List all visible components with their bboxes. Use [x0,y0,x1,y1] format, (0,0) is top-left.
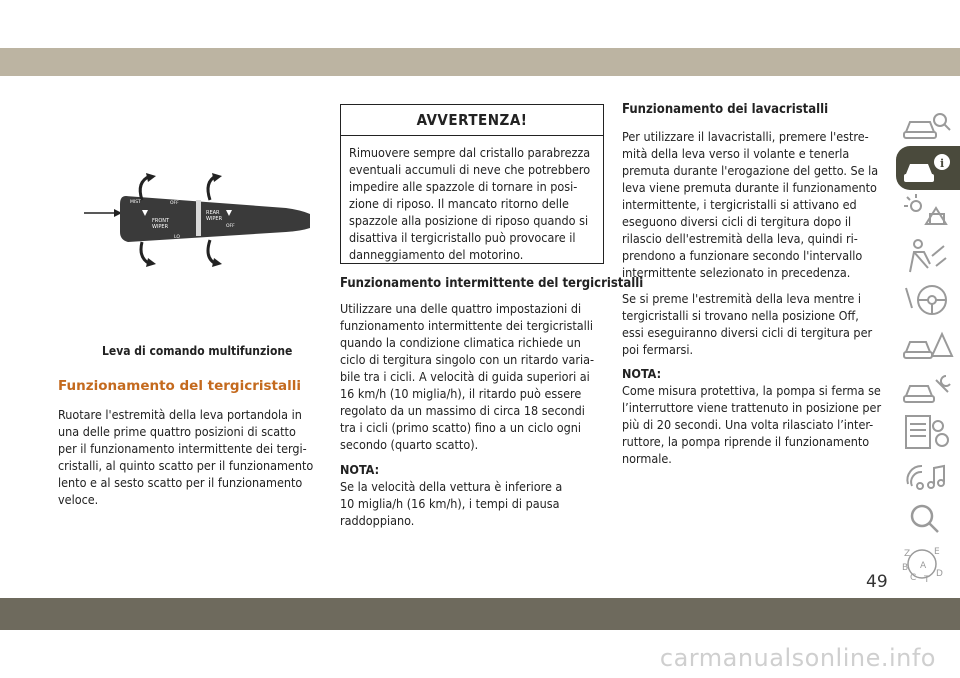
tab-seatbelt[interactable] [896,234,960,278]
car-wrench-icon [896,366,960,410]
warning-box [340,104,604,264]
body-line: leva viene premuta durante il funzionamento [622,180,877,195]
tab-car-magnifier[interactable] [896,102,960,146]
car-accident-icon [896,322,960,366]
body-line: essi eseguiranno diversi cicli di tergitura per [622,325,873,340]
seatbelt-person-icon [896,234,960,278]
svg-text:E: E [934,547,940,557]
car-magnifier-icon [896,102,960,146]
right-nota-body [622,382,886,467]
warning-title: AVVERTENZA! [341,105,603,136]
body-line: rilascio dell'estremità della leva, quindi ri- [622,231,858,246]
svg-text:B: B [902,563,909,573]
warning-line: impedire alle spazzole di tornare in posi- [349,179,578,194]
warning-lights-icon [896,190,960,234]
body-line: Ruotare l'estremità della leva portandola in [58,407,302,422]
body-line: Utilizzare una delle quattro impostazioni di [340,301,582,316]
body-line: poi fermarsi. [622,342,694,357]
label-lo: LO [174,235,180,240]
lever-illustration [76,170,326,270]
body-line: ruttore, la pompa riprende il funzionamento [622,434,870,449]
body-line: secondo (quarto scatto). [340,437,479,452]
section-heading-intermittent: Funzionamento intermittente del tergicristalli [340,276,644,291]
svg-text:A: A [920,561,927,571]
car-info-icon [896,146,960,190]
body-line: veloce. [58,492,99,507]
magnifier-icon [896,498,960,542]
tab-car-accident[interactable] [896,322,960,366]
body-line: una delle prime quattro posizioni di scatto [58,424,296,439]
bottom-band [0,598,960,630]
body-line: quando la condizione climatica richiede un [340,335,581,350]
warning-line: eventuali accumuli di neve che potrebbero [349,162,591,177]
warning-line: Rimuovere sempre dal cristallo parabrezza [349,145,591,160]
section-heading-washer: Funzionamento dei lavacristalli [622,102,829,117]
middle-body [340,300,604,453]
body-line: per il funzionamento intermittente dei tergi- [58,441,307,456]
page-number: 49 [866,572,888,592]
body-line: Per utilizzare il lavacristalli, premere l'estre- [622,129,869,144]
body-line: ciclo di tergitura singolo con un ritardo varia- [340,352,595,367]
body-line: lento e al sesto scatto per il funzionamento [58,475,303,490]
svg-text:Z: Z [904,549,911,559]
body-line: 16 km/h (10 miglia/h), il ritardo può essere [340,386,582,401]
alphabet-index-icon [896,542,960,586]
label-off-rear: OFF [226,224,235,229]
body-line: bile tra i cicli. A velocità di guida superiori ai [340,369,590,384]
svg-text:i: i [940,157,945,170]
checklist-gears-icon [896,410,960,454]
svg-text:T: T [924,575,930,585]
tab-car-info[interactable] [896,146,960,190]
steering-wheel-icon [896,278,960,322]
svg-text:D: D [936,569,943,579]
warning-line: disattiva il tergicristallo può provocare il [349,230,576,245]
body-line: più di 20 secondi. Una volta rilasciato l’inter- [622,417,874,432]
label-rear-wiper: REAR [206,210,220,216]
body-line: Come misura protettiva, la pompa si ferma se [622,383,881,398]
radio-music-icon [896,454,960,498]
label-front-wiper: FRONT [152,218,170,224]
right-body-2 [622,290,886,358]
label-mist: MIST [130,200,141,205]
body-line: regolato da un massimo di circa 18 secondi [340,403,585,418]
nota-label: NOTA: [340,462,380,477]
body-line: Se si preme l'estremità della leva mentre i [622,291,861,306]
tab-radio-music[interactable] [896,454,960,498]
body-line: mità della leva verso il volante e tenerla [622,146,850,161]
tab-search[interactable] [896,498,960,542]
tab-checklist-gears[interactable] [896,410,960,454]
body-line: intermittente, i tergicristalli si attivano ed [622,197,857,212]
body-line: normale. [622,451,672,466]
tab-steering-wheel[interactable] [896,278,960,322]
body-line: 10 miglia/h (16 km/h), i tempi di pausa [340,496,560,511]
figure-caption: Leva di comando multifunzione [102,344,293,358]
middle-nota-body [340,478,604,529]
nota-label: NOTA: [622,366,662,381]
body-line: intermittente selezionato in precedenza. [622,265,851,280]
tab-alphabet-index[interactable] [896,542,960,586]
body-line: Se la velocità della vettura è inferiore a [340,479,563,494]
tab-warning-lights[interactable] [896,190,960,234]
warning-line: spazzole alla posizione di riposo quando si [349,213,589,228]
body-line: tra i cicli (primo scatto) fino a un ciclo ogni [340,420,582,435]
body-line: eseguono diversi cicli di tergitura dopo il [622,214,852,229]
watermark-text: carmanualsonline.info [659,644,936,672]
body-line: prendono a funzionare secondo l'intervallo [622,248,863,263]
body-line: funzionamento intermittente dei tergicristalli [340,318,594,333]
body-line: cristalli, al quinto scatto per il funzionamento [58,458,314,473]
svg-text:WIPER: WIPER [206,216,223,222]
body-line: raddoppiano. [340,513,415,528]
label-reset: RESET [168,196,183,201]
warning-line: danneggiamento del motorino. [349,247,524,262]
body-line: tergicristalli si trovano nella posizione Off, [622,308,859,323]
left-body [58,406,322,508]
tab-car-wrench[interactable] [896,366,960,410]
section-heading-wiper: Funzionamento del tergicristalli [58,378,301,394]
svg-text:WIPER: WIPER [152,224,169,230]
multifunction-lever-figure [76,170,326,270]
top-band [0,48,960,76]
warning-text [341,136,603,263]
body-line: l’interruttore viene trattenuto in posizione per [622,400,882,415]
label-off: OFF [170,201,179,206]
right-body-1 [622,128,886,281]
body-line: premuta durante l'erogazione del getto. Se la [622,163,879,178]
warning-line: zione di riposo. Il mancato ritorno delle [349,196,569,211]
svg-text:C: C [910,573,917,583]
